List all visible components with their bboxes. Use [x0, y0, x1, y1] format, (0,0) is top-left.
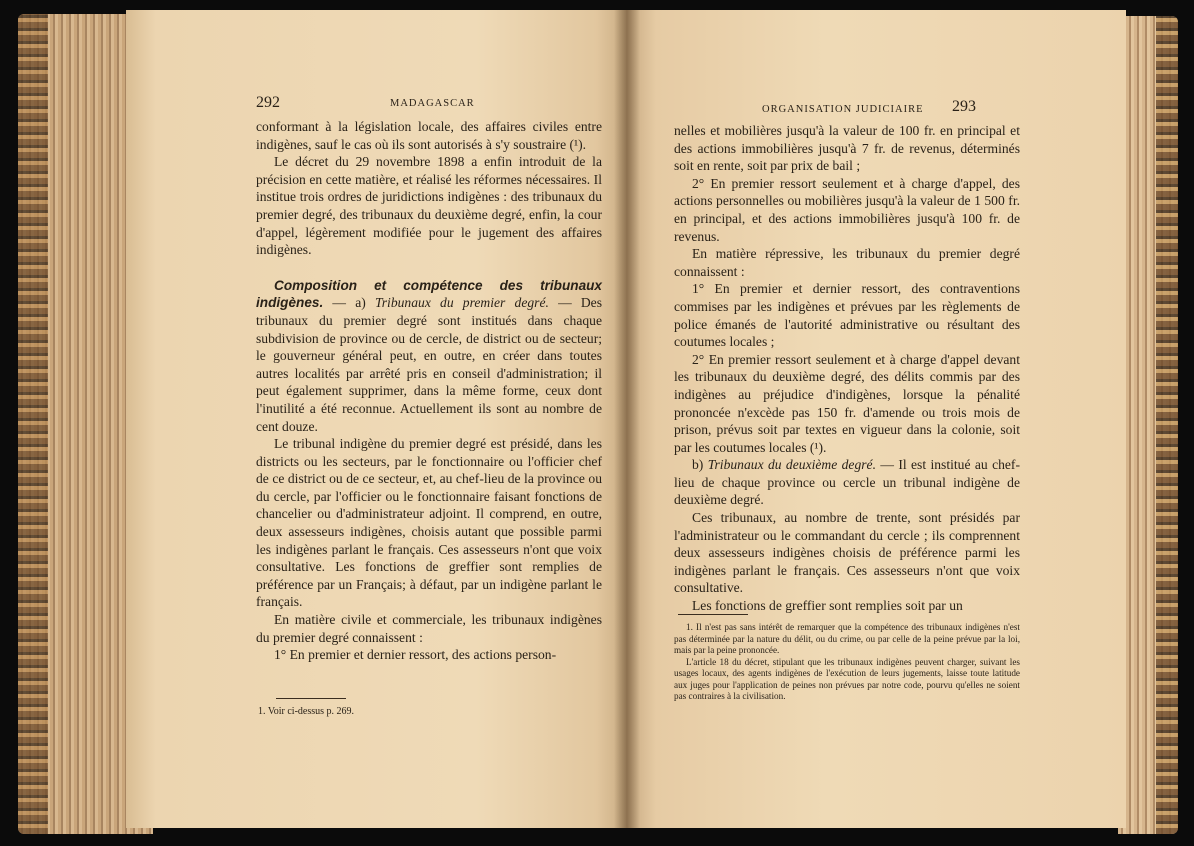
subsection-title: Tribunaux du premier degré. [374, 295, 549, 311]
subsection-title: Tribunaux du deuxième degré. [707, 457, 876, 473]
paragraph: 1° En premier et dernier ressort, des actions person- [274, 647, 557, 663]
right-page [626, 10, 1126, 828]
left-page [126, 10, 626, 828]
paragraph: Le tribunal indigène du premier degré est présidé, dans les districts ou les secteurs, par le fonctionnaire ou l'officier chef de ce district ou de ce secteur, et, au chef-lieu de la province ou du cercle, par l'officier ou le fonctionnaire faisant fonctions de chancelier ou d'administrateur adjoint. Il comprend, en outre, deux assesseurs indigènes, choisis autant que possible parmi les indigènes parlant le français. Ces assesseurs n'ont que voix consultative. Les fonctions de greffier sont remplies de préférence par un Français; à défaut, par un indigène parlant le français. [256, 436, 602, 610]
paragraph: 2° En premier ressort seulement et à charge d'appel devant les tribunaux du deuxième degré, des délits commis par des indigènes au préjudice d'indigènes, lorsque la pénalité prononcée n'excède pas 150 fr. d'amende ou trois mois de prison, prévus soit par textes en vigueur dans la colonie, soit par les coutumes locales (¹). [674, 351, 1020, 455]
paragraph: conformant à la législation locale, des affaires civiles entre indigènes, sauf le cas où ils sont autorisés à s'y soustraire (¹). [256, 119, 602, 152]
page-number: 292 [256, 94, 280, 111]
subsection-paragraph: b) Tribunaux du deuxième degré. — Il est institué au chef-lieu de chaque province ou cercle un tribunal indigène de deuxième degré. [674, 457, 1020, 508]
footnote-rule [276, 698, 346, 699]
open-book [18, 10, 1178, 838]
right-body-text [674, 122, 1020, 615]
footnote: 1. Il n'est pas sans intérêt de remarquer que la compétence des tribunaux indigènes n'est pas déterminée par la nature du délit, ou du crime, ou par celle de la peine prévue par la loi, mais par la peine prononcée. [674, 622, 1020, 655]
footnote: 1. Voir ci-dessus p. 269. [258, 706, 355, 717]
footnote: L'article 18 du décret, stipulant que les tribunaux indigènes peuvent charger, suivant les usages locaux, des agents indigènes de l'exécution de leurs jugements, laisse toute latitude aux juges pour l'application de peines non prévues par notre code, pourvu qu'elles ne soient pas contraires à la civilisation. [674, 656, 1020, 701]
left-body-text [256, 118, 602, 664]
footnotes [674, 622, 1020, 703]
running-head: ORGANISATION JUDICIAIRE [762, 104, 924, 115]
paragraph: Le décret du 29 novembre 1898 a enfin introduit de la précision en cette matière, et réalisé les réformes nécessaires. Il institue trois ordres de juridictions indigènes : des tribunaux du premier degré, des tribunaux du deuxième degré, enfin, la cour d'appel, légèrement modifiée pour le jugement des affaires indigènes. [256, 154, 602, 258]
paragraph: 1° En premier et dernier ressort, des contraventions commises par les indigènes et prévues par les règlements de police émanés de l'autorité administrative ou résultant des coutumes locales ; [674, 281, 1020, 350]
paragraph: En matière civile et commerciale, les tribunaux indigènes du premier degré connaissent : [256, 612, 602, 645]
paragraph: 2° En premier ressort seulement et à charge d'appel, des actions personnelles ou mobilières jusqu'à la valeur de 1 500 fr. en principal, et des actions immobilières jusqu'à 100 fr. de revenus. [674, 175, 1020, 244]
section-heading: Composition et compétence des tribunaux indigènes. [256, 277, 602, 311]
paragraph: Les fonctions de greffier sont remplies soit par un [692, 598, 963, 614]
right-page-edges [1118, 16, 1178, 834]
book-gutter [614, 10, 640, 828]
paragraph: En matière répressive, les tribunaux du premier degré connaissent : [674, 246, 1020, 279]
paragraph: Ces tribunaux, au nombre de trente, sont présidés par l'administrateur ou le commandant du cercle ; ils comprennent deux assesseurs indigènes choisis de préférence parmi les indigènes parlant le français. Ces assesseurs n'ont que voix consultative. [674, 510, 1020, 596]
running-head: MADAGASCAR [390, 98, 475, 109]
page-number: 293 [952, 98, 976, 115]
paragraph: nelles et mobilières jusqu'à la valeur de 100 fr. en principal et des actions immobilières jusqu'à 7 fr. de revenus, déterminés soit en rente, soit par prix de bail ; [674, 123, 1020, 174]
footnote-rule [678, 614, 748, 615]
section-paragraph: Composition et compétence des tribunaux indigènes. — a) Tribunaux du premier degré. — Des tribunaux du premier degré sont institués dans chaque subdivision de province ou de cercle, de district ou de secteur; le gouverneur général peut, en outre, en créer dans toutes autres localités par arrêté pris en conseil d'administration; il peut également supprimer, dans la même forme, ceux dont l'inutilité a été reconnue. Actuellement ils sont au nombre de cent douze. [256, 277, 602, 434]
